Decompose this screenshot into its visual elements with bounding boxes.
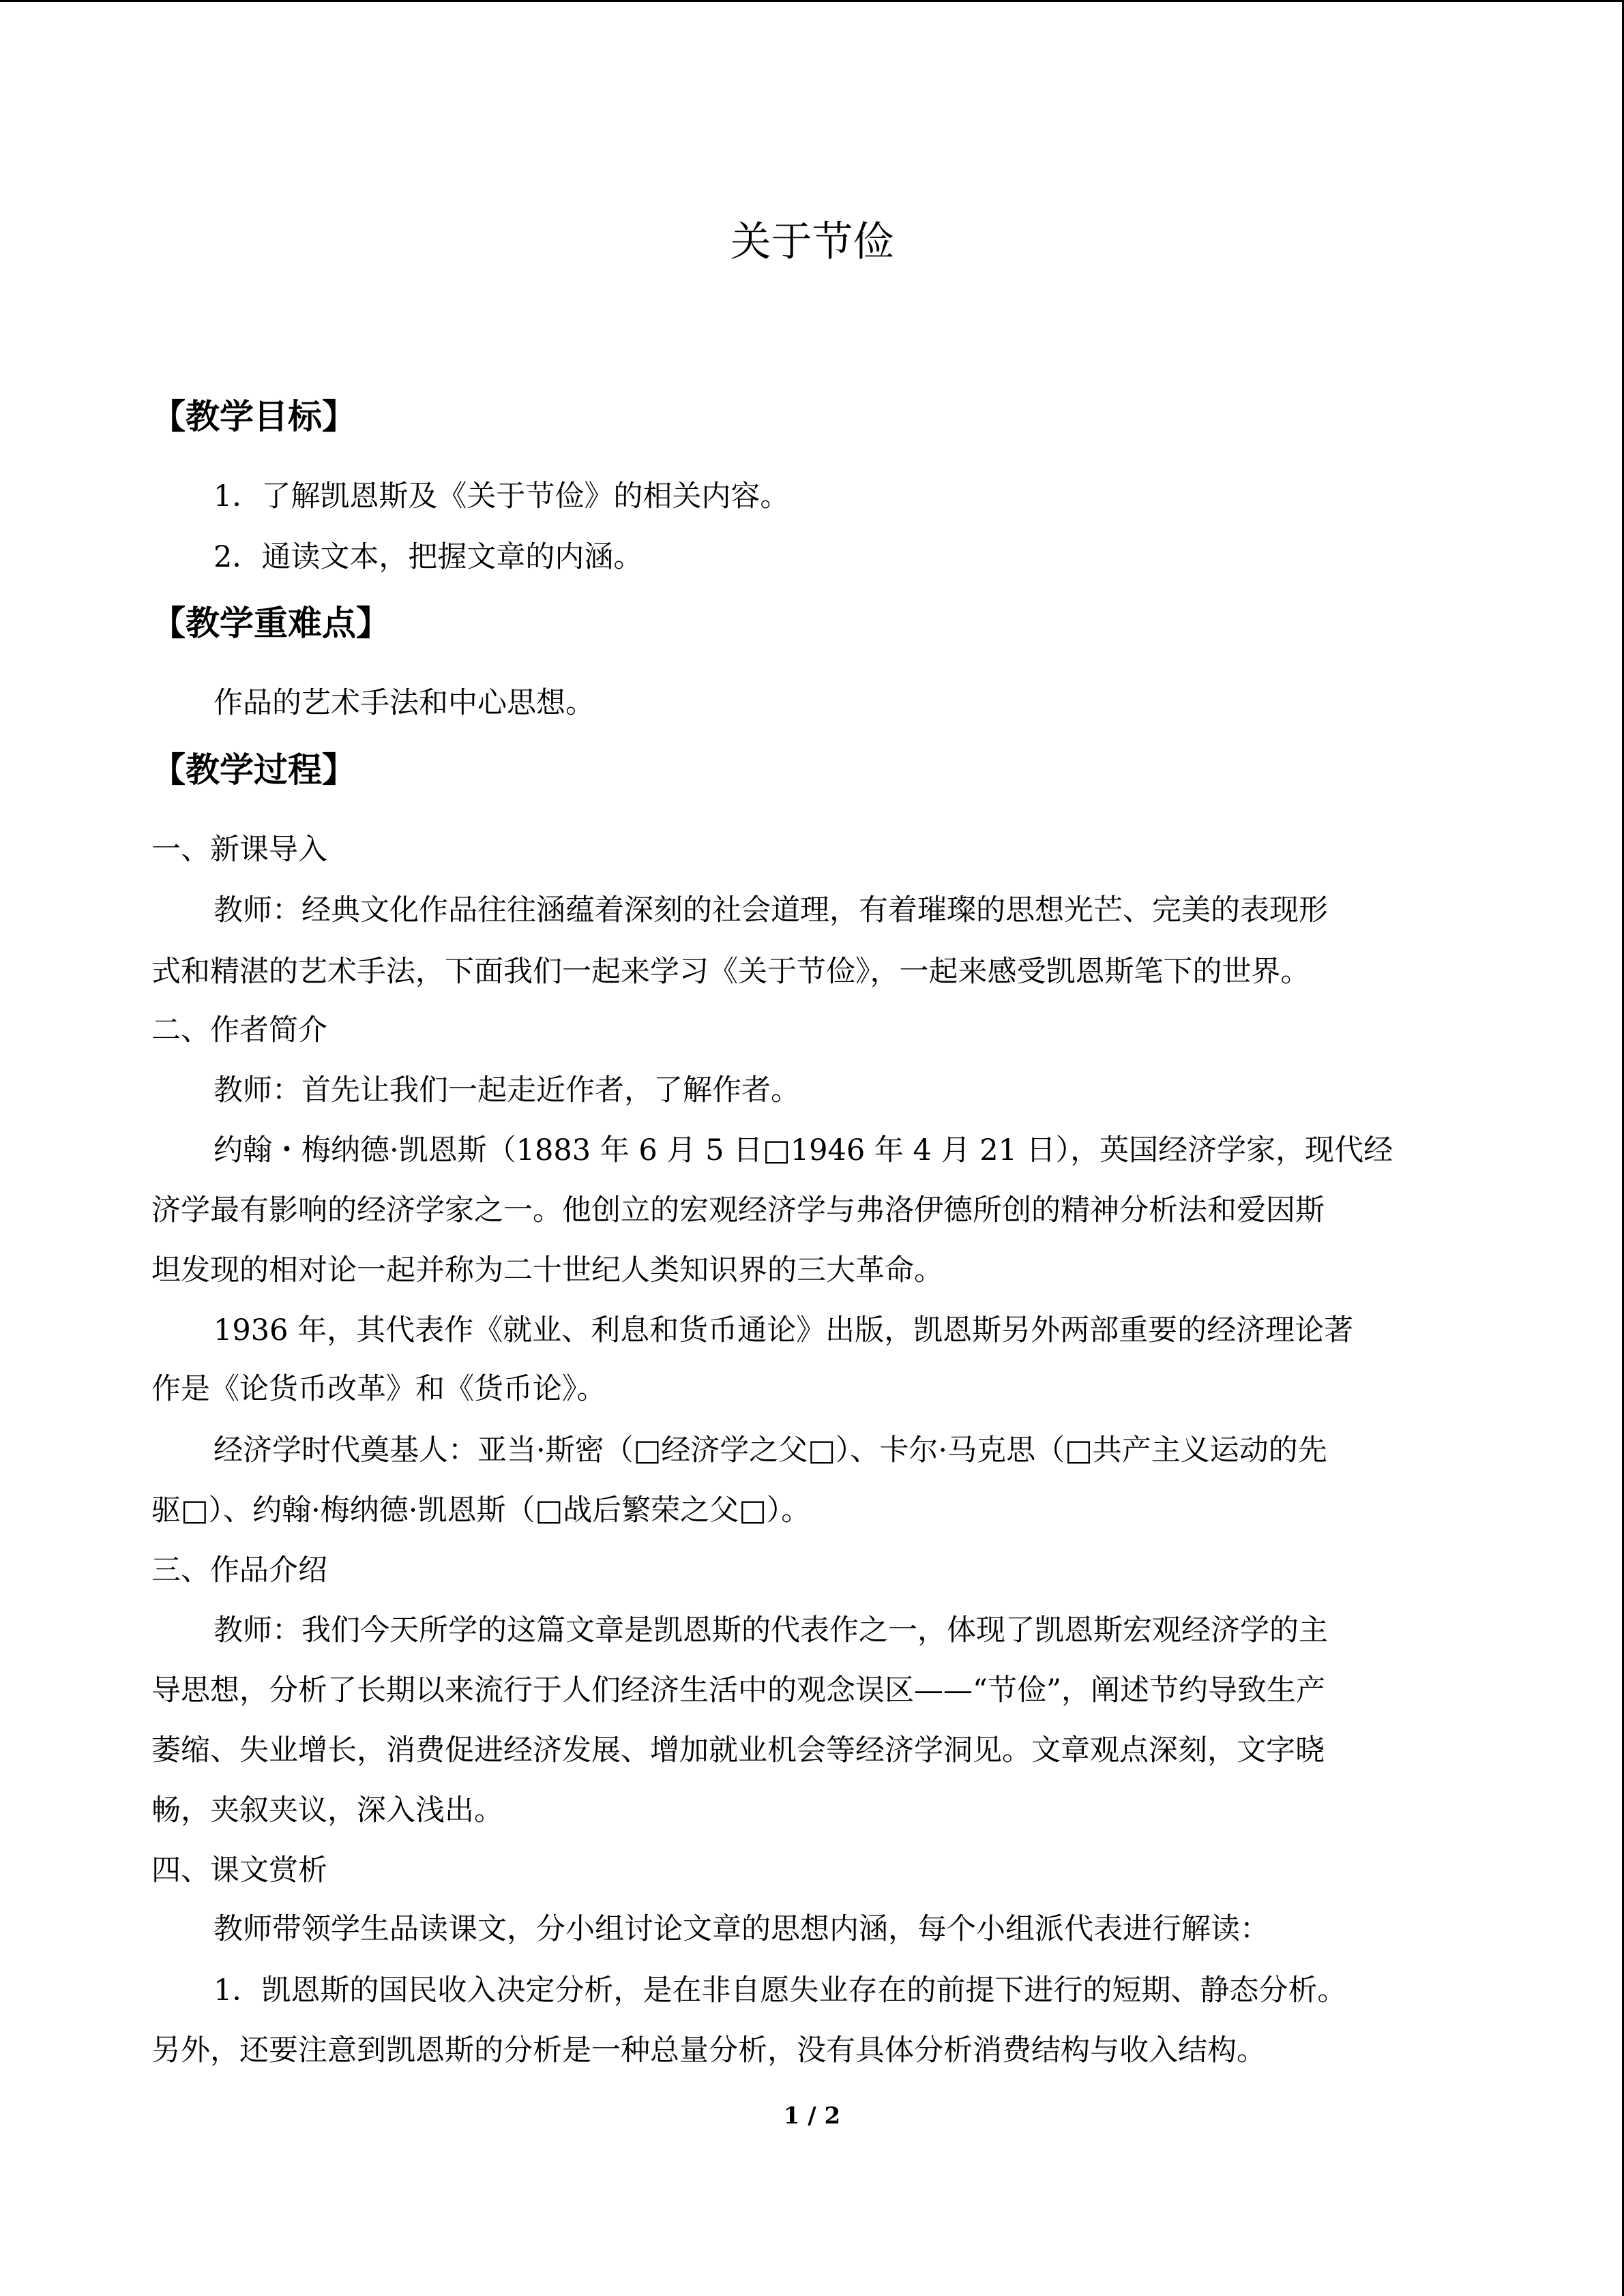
part4-paragraph-line: 教师带领学生品读课文，分小组讨论文章的思想内涵，每个小组派代表进行解读：	[213, 1912, 1269, 1946]
part3-heading: 三、作品介绍	[151, 1553, 327, 1587]
part1-heading: 一、新课导入	[151, 833, 327, 867]
part2-heading: 二、作者简介	[151, 1013, 327, 1047]
part2-paragraph-line: 约翰・梅纳德·凯恩斯（1883 年 6 月 5 日□1946 年 4 月 21 日），英国经济学家，现代经	[213, 1133, 1393, 1167]
part3-paragraph-line: 教师：我们今天所学的这篇文章是凯恩斯的代表作之一，体现了凯恩斯宏观经济学的主	[213, 1613, 1328, 1648]
part2-paragraph-line: 1936 年，其代表作《就业、利息和货币通论》出版，凯恩斯另外两部重要的经济理论著	[213, 1313, 1354, 1347]
objective-2: 2．通读文本，把握文章的内涵。	[213, 540, 643, 574]
part2-paragraph-line: 教师：首先让我们一起走近作者，了解作者。	[213, 1073, 800, 1107]
part2-paragraph-line: 坦发现的相对论一起并称为二十世纪人类知识界的三大革命。	[151, 1253, 943, 1287]
part4-paragraph-line: 另外，还要注意到凯恩斯的分析是一种总量分析，没有具体分析消费结构与收入结构。	[151, 2033, 1266, 2068]
key-points-text: 作品的艺术手法和中心思想。	[213, 686, 595, 720]
page-number: 1 / 2	[783, 2102, 841, 2130]
part3-paragraph-line: 萎缩、失业增长，消费促进经济发展、增加就业机会等经济学洞见。文章观点深刻，文字晓	[151, 1733, 1325, 1768]
part3-paragraph-line: 畅，夹叙夹议，深入浅出。	[151, 1793, 503, 1828]
objectives-heading: 【教学目标】	[151, 397, 356, 436]
part2-paragraph-line: 驱□）、约翰·梅纳德·凯恩斯（□战后繁荣之父□）。	[151, 1493, 811, 1527]
part4-paragraph-line: 1．凯恩斯的国民收入决定分析，是在非自愿失业存在的前提下进行的短期、静态分析。	[213, 1973, 1347, 2008]
part1-paragraph-line: 式和精湛的艺术手法，下面我们一起来学习《关于节俭》，一起来感受凯恩斯笔下的世界。	[151, 955, 1310, 989]
part2-paragraph-line: 济学最有影响的经济学家之一。他创立的宏观经济学与弗洛伊德所创的精神分析法和爱因斯	[151, 1193, 1325, 1227]
process-heading: 【教学过程】	[151, 750, 356, 790]
part4-heading: 四、课文赏析	[151, 1853, 327, 1888]
objective-1: 1．了解凯恩斯及《关于节俭》的相关内容。	[213, 479, 790, 513]
part2-paragraph-line: 作是《论货币改革》和《货币论》。	[151, 1372, 606, 1406]
part2-paragraph-line: 经济学时代奠基人：亚当·斯密（□经济学之父□）、卡尔·马克思（□共产主义运动的先	[213, 1433, 1327, 1467]
part3-paragraph-line: 导思想，分析了长期以来流行于人们经济生活中的观念误区——“节俭”，阐述节约导致生产	[151, 1673, 1325, 1708]
key-points-heading: 【教学重难点】	[151, 603, 390, 643]
part1-paragraph-line: 教师：经典文化作品往往涵蕴着深刻的社会道理，有着璀璨的思想光芒、完美的表现形	[213, 893, 1328, 927]
page-title: 关于节俭	[730, 218, 894, 266]
